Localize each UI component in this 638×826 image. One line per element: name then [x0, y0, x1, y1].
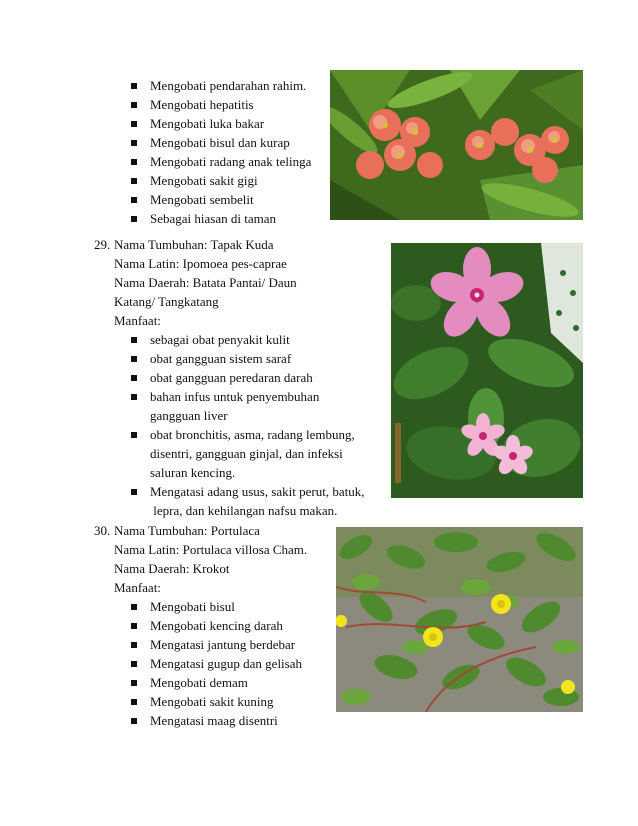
list-item: Mengatasi adang usus, sakit perut, batuk, [150, 484, 365, 499]
bullet-square-icon [131, 623, 137, 629]
bullet-square-icon [131, 140, 137, 146]
crown-of-thorns-image [330, 70, 583, 220]
list-item: Mengobati sakit gigi [150, 173, 258, 188]
bullet-square-icon [131, 178, 137, 184]
bullet-square-icon [131, 83, 137, 89]
entry-number: 29. [94, 237, 111, 252]
bullet-square-icon [131, 159, 137, 165]
bullet-square-icon [131, 216, 137, 222]
benefits-label: Manfaat: [114, 313, 161, 328]
plant-name: Nama Tumbuhan: Portulaca [114, 523, 260, 538]
list-item: Mengobati pendarahan rahim. [150, 78, 307, 93]
list-item: Mengatasi jantung berdebar [150, 637, 296, 652]
list-item: bahan infus untuk penyembuhan [150, 389, 320, 404]
list-item-cont: disentri, gangguan ginjal, dan infeksi [150, 446, 343, 461]
latin-name: Nama Latin: Portulaca villosa Cham. [114, 542, 308, 557]
bullet-square-icon [131, 102, 137, 108]
bullet-square-icon [131, 356, 137, 362]
list-item: obat bronchitis, asma, radang lembung, [150, 427, 355, 442]
bullet-square-icon [131, 604, 137, 610]
regional-name: Nama Daerah: Krokot [114, 561, 230, 576]
list-item: Mengobati hepatitis [150, 97, 254, 112]
crown-of-thorns-photo [330, 70, 583, 220]
list-item-cont: lepra, dan kehilangan nafsu makan. [150, 503, 338, 518]
list-item: Mengobati kencing darah [150, 618, 283, 633]
list-item: Mengobati sakit kuning [150, 694, 274, 709]
entry-number: 30. [94, 523, 111, 538]
bullet-square-icon [131, 432, 137, 438]
bullet-square-icon [131, 121, 137, 127]
list-item: sebagai obat penyakit kulit [150, 332, 290, 347]
latin-name: Nama Latin: Ipomoea pes-caprae [114, 256, 287, 271]
list-item: obat gangguan peredaran darah [150, 370, 313, 385]
regional-name-cont: Katang/ Tangkatang [114, 294, 219, 309]
list-item-cont: gangguan liver [150, 408, 228, 423]
regional-name: Nama Daerah: Batata Pantai/ Daun [114, 275, 297, 290]
bullet-square-icon [131, 699, 137, 705]
portulaca-photo [336, 527, 583, 712]
bullet-square-icon [131, 642, 137, 648]
list-item: Mengobati demam [150, 675, 248, 690]
list-item: Mengobati sembelit [150, 192, 254, 207]
list-item: Mengobati bisul [150, 599, 235, 614]
plant-name: Nama Tumbuhan: Tapak Kuda [114, 237, 274, 252]
bullet-square-icon [131, 375, 137, 381]
bullet-square-icon [131, 197, 137, 203]
list-item: Mengatasi maag disentri [150, 713, 278, 728]
list-item: Mengobati luka bakar [150, 116, 265, 131]
bullet-square-icon [131, 394, 137, 400]
list-item-cont: saluran kencing. [150, 465, 236, 480]
bullet-square-icon [131, 337, 137, 343]
bullet-square-icon [131, 661, 137, 667]
list-item: Mengobati bisul dan kurap [150, 135, 290, 150]
list-item: Mengobati radang anak telinga [150, 154, 312, 169]
pink-periwinkle-image [391, 243, 583, 498]
bullet-square-icon [131, 680, 137, 686]
list-item: Mengatasi gugup dan gelisah [150, 656, 302, 671]
list-item: obat gangguan sistem saraf [150, 351, 292, 366]
pink-periwinkle-photo [391, 243, 583, 498]
list-item: Sebagai hiasan di taman [150, 211, 276, 226]
bullet-square-icon [131, 718, 137, 724]
portulaca-image [336, 527, 583, 712]
bullet-square-icon [131, 489, 137, 495]
benefits-label: Manfaat: [114, 580, 161, 595]
